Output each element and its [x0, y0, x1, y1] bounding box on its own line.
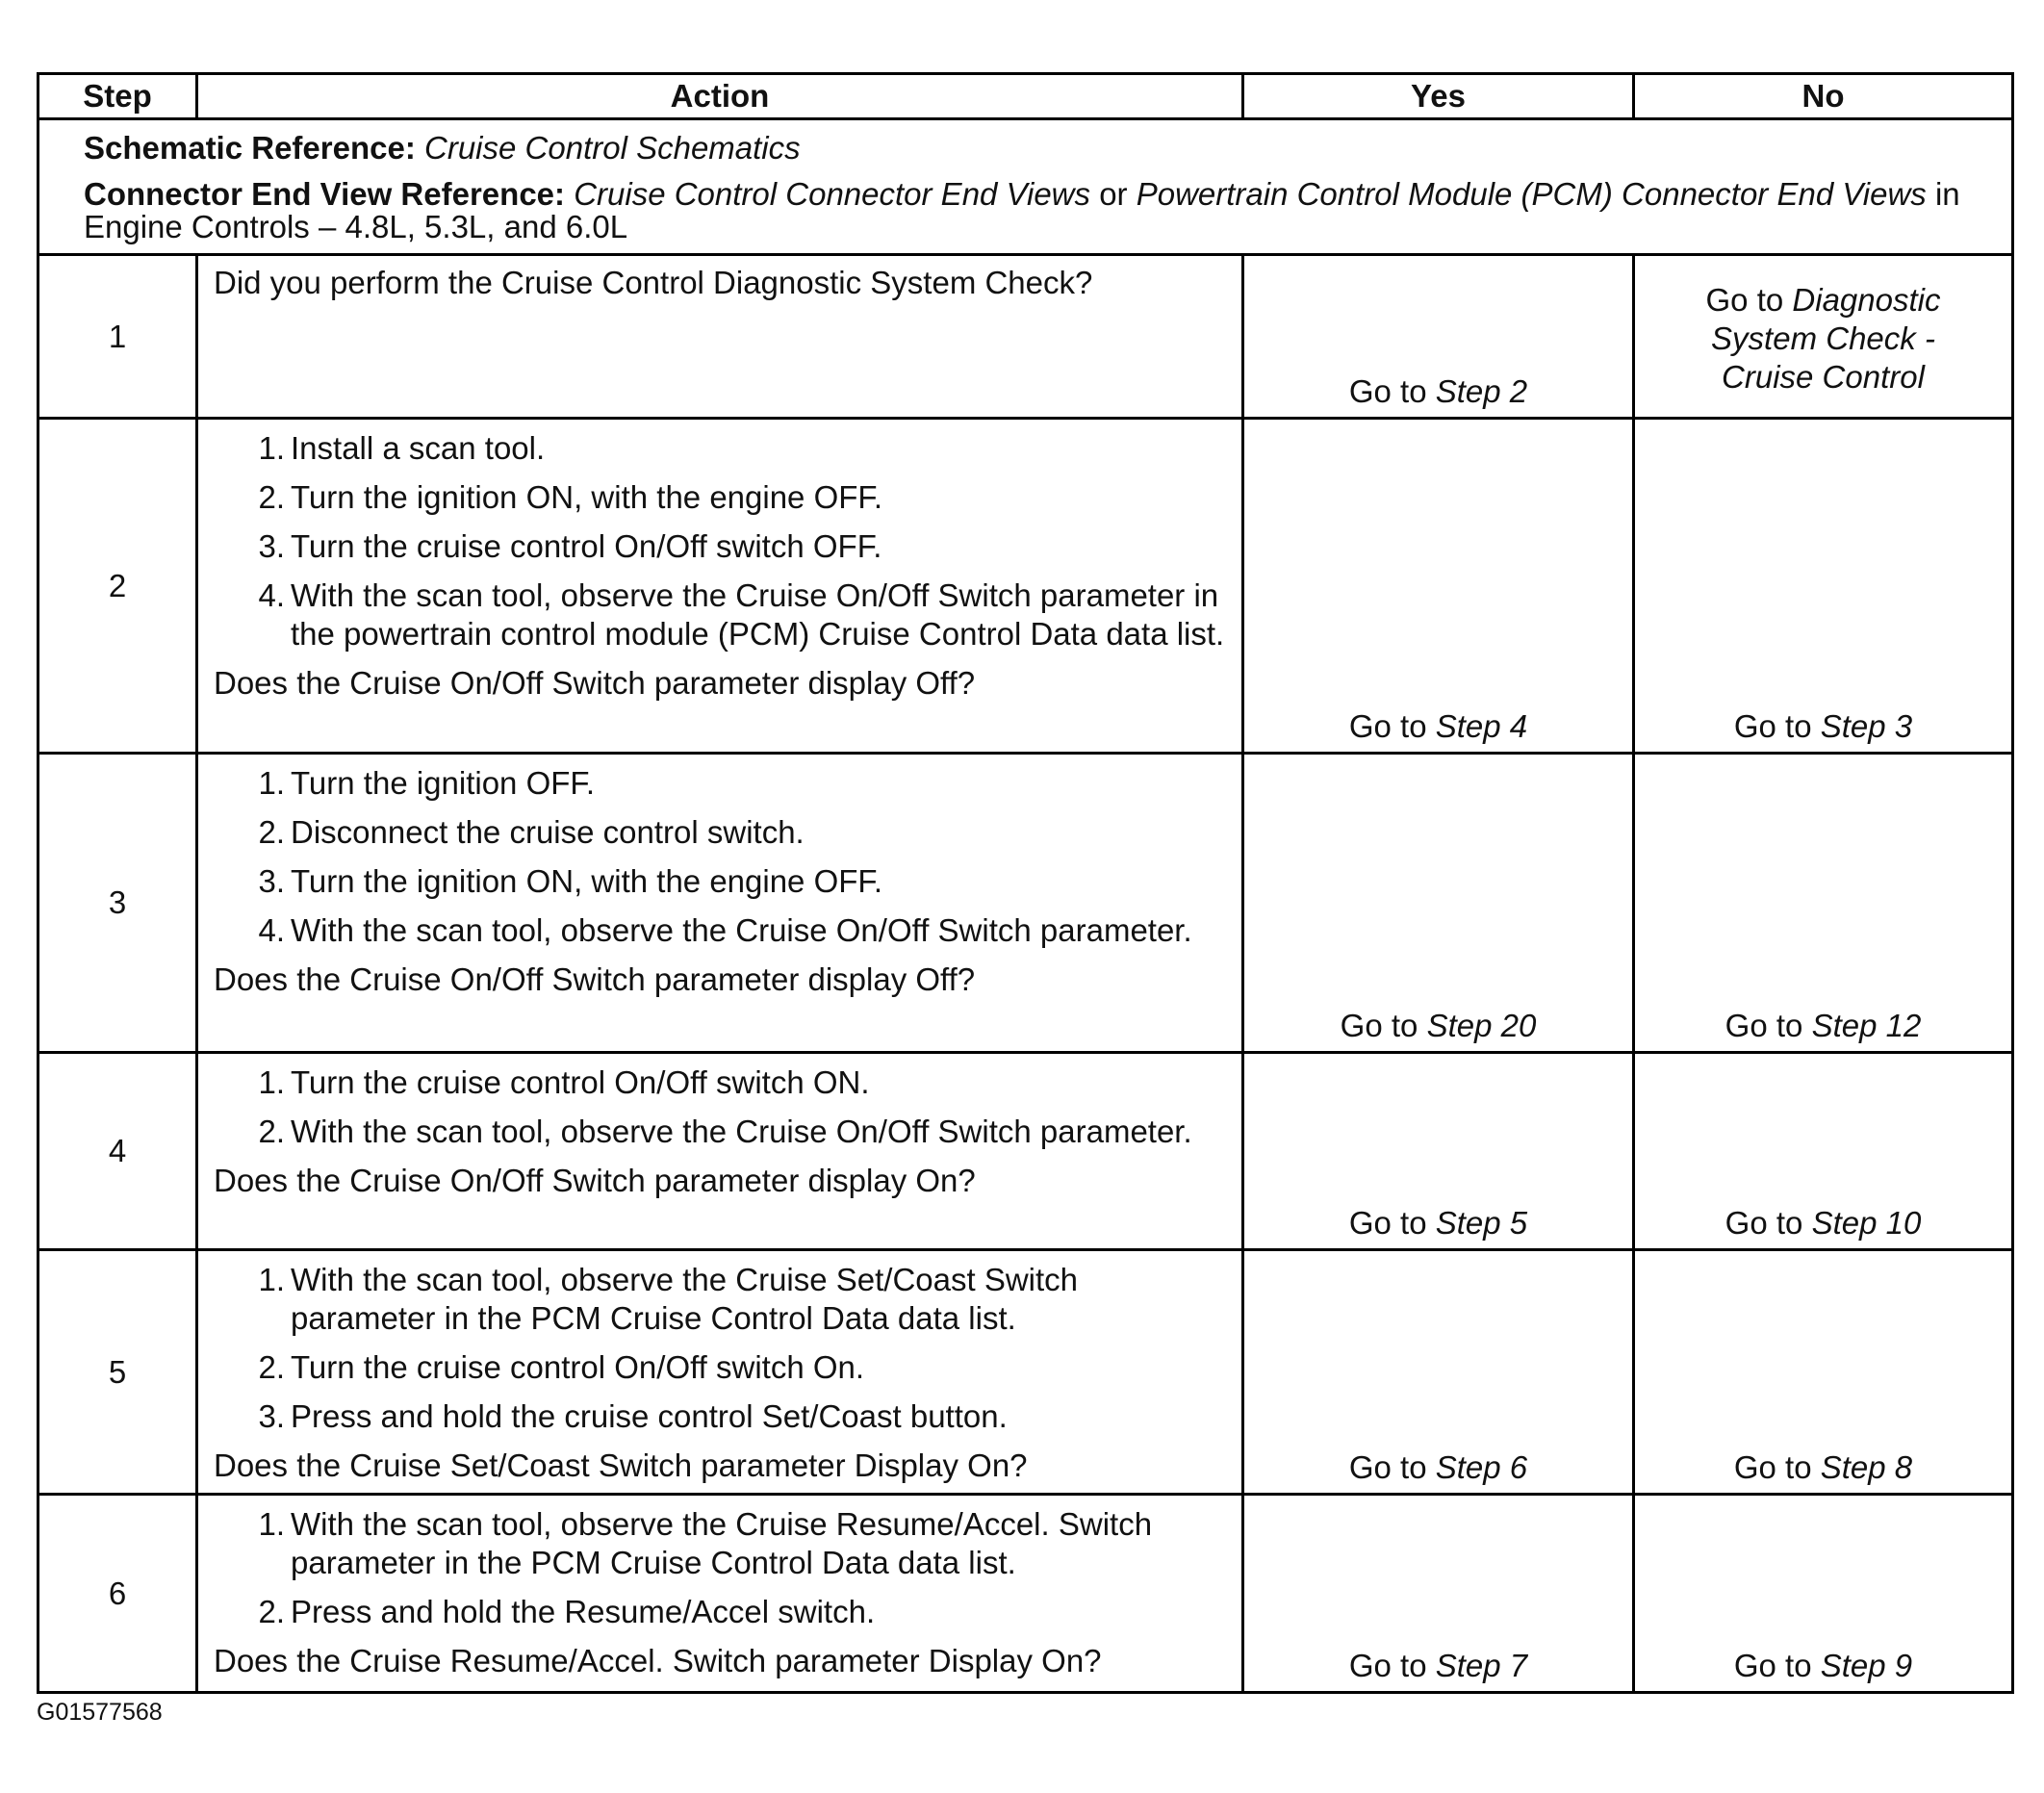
action-question: Did you perform the Cruise Control Diagnostic System Check?: [214, 265, 1093, 300]
no-target-link[interactable]: Step 12: [1811, 1008, 1922, 1043]
yes-cell: [1243, 1250, 1634, 1495]
action-step-text: Turn the cruise control On/Off switch ON.: [291, 1064, 870, 1100]
action-cell: [197, 255, 1243, 419]
header-row: [38, 74, 2013, 119]
yes-go-to-text: Go to: [1348, 1449, 1427, 1485]
action-step-number: 2.: [258, 1349, 285, 1385]
yes-go-to-text: Go to: [1348, 1205, 1427, 1241]
action-question: Does the Cruise On/Off Switch parameter display Off?: [214, 961, 976, 997]
no-go-to-text: Go to: [1733, 708, 1812, 744]
action-step: [214, 1113, 1226, 1151]
yes-target-link[interactable]: Step 2: [1435, 373, 1528, 409]
schematic-reference: [84, 130, 1971, 166]
action-step-text: With the scan tool, observe the Cruise Set/Coast Switch parameter in the PCM Cruise Control Data data list.: [291, 1262, 1079, 1336]
action-step-text: Turn the ignition ON, with the engine OFF.: [291, 479, 883, 515]
yes-target-link[interactable]: Step 5: [1435, 1205, 1528, 1241]
table-row: [38, 754, 2013, 1053]
references-cell: [38, 119, 2013, 255]
no-target-link[interactable]: Step 8: [1820, 1449, 1913, 1485]
action-step-number: 2.: [258, 1594, 285, 1629]
no-cell: [1634, 1250, 2013, 1495]
yes-go-to-text: Go to: [1348, 708, 1427, 744]
action-step-text: With the scan tool, observe the Cruise On/Off Switch parameter.: [291, 1114, 1192, 1149]
diagnostic-table: [37, 72, 2014, 1694]
table-row: [38, 1495, 2013, 1693]
step-number: 2: [38, 419, 197, 754]
action-step: [214, 527, 1226, 566]
no-go-to-text: Go to: [1705, 282, 1784, 318]
yes-target-link[interactable]: Step 6: [1435, 1449, 1528, 1485]
action-step-text: Turn the cruise control On/Off switch OFF.: [291, 528, 882, 564]
action-question: Does the Cruise Set/Coast Switch parameter Display On?: [214, 1447, 1028, 1483]
action-cell: [197, 754, 1243, 1053]
action-question: Does the Cruise On/Off Switch parameter display Off?: [214, 665, 976, 701]
header-yes: Yes: [1243, 74, 1634, 119]
header-action: Action: [197, 74, 1243, 119]
action-step: [214, 1063, 1226, 1102]
action-step-text: Disconnect the cruise control switch.: [291, 814, 805, 850]
action-step: [214, 813, 1226, 852]
yes-target-link[interactable]: Step 7: [1435, 1648, 1528, 1683]
action-steps-list: [214, 1261, 1226, 1436]
yes-target-link[interactable]: Step 4: [1435, 708, 1528, 744]
action-step-number: 3.: [258, 528, 285, 564]
no-go-to-text: Go to: [1725, 1008, 1803, 1043]
table-row: [38, 419, 2013, 754]
action-step: [214, 1505, 1226, 1582]
no-cell: [1634, 1053, 2013, 1250]
yes-target-link[interactable]: Step 20: [1426, 1008, 1537, 1043]
action-step-number: 2.: [258, 1114, 285, 1149]
action-step: [214, 1593, 1226, 1631]
action-step-number: 1.: [258, 1064, 285, 1100]
action-step-text: Press and hold the cruise control Set/Coast button.: [291, 1398, 1008, 1434]
action-step-number: 3.: [258, 863, 285, 899]
connector-reference-link-2[interactable]: Powertrain Control Module (PCM) Connector End Views: [1136, 176, 1927, 212]
action-question: Does the Cruise On/Off Switch parameter display On?: [214, 1163, 976, 1198]
action-step: [214, 862, 1226, 901]
action-step-text: Turn the cruise control On/Off switch On.: [291, 1349, 865, 1385]
action-cell: [197, 1495, 1243, 1693]
action-step-number: 2.: [258, 814, 285, 850]
yes-cell: [1243, 419, 1634, 754]
no-target-link[interactable]: Step 10: [1811, 1205, 1922, 1241]
no-go-to-text: Go to: [1733, 1648, 1812, 1683]
no-target-link[interactable]: Step 3: [1820, 708, 1913, 744]
reference-row: [38, 119, 2013, 255]
action-step-text: Install a scan tool.: [291, 430, 546, 466]
step-number: 4: [38, 1053, 197, 1250]
step-number: 6: [38, 1495, 197, 1693]
yes-cell: [1243, 1495, 1634, 1693]
no-target-link[interactable]: Step 9: [1820, 1648, 1913, 1683]
action-steps-list: [214, 429, 1226, 653]
step-number: 5: [38, 1250, 197, 1495]
action-step-number: 1.: [258, 765, 285, 801]
schematic-reference-link[interactable]: Cruise Control Schematics: [424, 130, 801, 166]
action-cell: [197, 1250, 1243, 1495]
connector-reference-or: or: [1099, 176, 1128, 212]
action-step: [214, 1348, 1226, 1387]
table-row: [38, 1250, 2013, 1495]
action-steps-list: [214, 1505, 1226, 1631]
action-step-number: 2.: [258, 479, 285, 515]
table-row: [38, 255, 2013, 419]
no-go-to-text: Go to: [1725, 1205, 1803, 1241]
connector-reference-link-1[interactable]: Cruise Control Connector End Views: [574, 176, 1091, 212]
connector-reference-label: Connector End View Reference:: [84, 176, 566, 212]
action-step-number: 4.: [258, 912, 285, 948]
action-steps-list: [214, 1063, 1226, 1151]
action-step-number: 3.: [258, 1398, 285, 1434]
figure-id: G01577568: [37, 1699, 163, 1726]
action-cell: [197, 419, 1243, 754]
yes-go-to-text: Go to: [1340, 1008, 1418, 1043]
action-cell: [197, 1053, 1243, 1250]
action-step: [214, 1397, 1226, 1436]
yes-cell: [1243, 1053, 1634, 1250]
action-step-number: 1.: [258, 430, 285, 466]
action-step-number: 1.: [258, 1506, 285, 1542]
header-no: No: [1634, 74, 2013, 119]
diagnostic-table-container: [37, 72, 2011, 1694]
action-step: [214, 764, 1226, 803]
header-step: Step: [38, 74, 197, 119]
no-cell: [1634, 1495, 2013, 1693]
connector-reference-suffix: in Engine Controls – 4.8L, 5.3L, and 6.0L: [84, 176, 1960, 244]
action-step: [214, 576, 1226, 653]
table-row: [38, 1053, 2013, 1250]
no-cell: [1634, 419, 2013, 754]
action-step: [214, 1261, 1226, 1338]
action-step-text: With the scan tool, observe the Cruise Resume/Accel. Switch parameter in the PCM Cruise Control Data data list.: [291, 1506, 1153, 1580]
action-steps-list: [214, 764, 1226, 950]
step-number: 1: [38, 255, 197, 419]
action-question: Does the Cruise Resume/Accel. Switch parameter Display On?: [214, 1643, 1102, 1678]
step-rows: [38, 255, 2013, 1693]
action-step-number: 1.: [258, 1262, 285, 1297]
yes-go-to-text: Go to: [1348, 373, 1427, 409]
no-cell: [1634, 255, 2013, 419]
action-step: [214, 478, 1226, 517]
schematic-reference-label: Schematic Reference:: [84, 130, 416, 166]
action-step: [214, 429, 1226, 468]
action-step-text: With the scan tool, observe the Cruise On/Off Switch parameter.: [291, 912, 1192, 948]
connector-reference: [84, 178, 1971, 243]
action-step-text: Turn the ignition OFF.: [291, 765, 596, 801]
no-target-link[interactable]: Diagnostic System Check - Cruise Control: [1711, 282, 1941, 395]
action-step-text: With the scan tool, observe the Cruise On/Off Switch parameter in the powertrain control module (PCM) Cruise Control Data data list.: [291, 577, 1225, 652]
yes-go-to-text: Go to: [1348, 1648, 1427, 1683]
action-step-text: Turn the ignition ON, with the engine OFF.: [291, 863, 883, 899]
step-number: 3: [38, 754, 197, 1053]
action-step-text: Press and hold the Resume/Accel switch.: [291, 1594, 876, 1629]
no-cell: [1634, 754, 2013, 1053]
yes-cell: [1243, 754, 1634, 1053]
yes-cell: [1243, 255, 1634, 419]
action-step-number: 4.: [258, 577, 285, 613]
no-go-to-text: Go to: [1733, 1449, 1812, 1485]
action-step: [214, 911, 1226, 950]
